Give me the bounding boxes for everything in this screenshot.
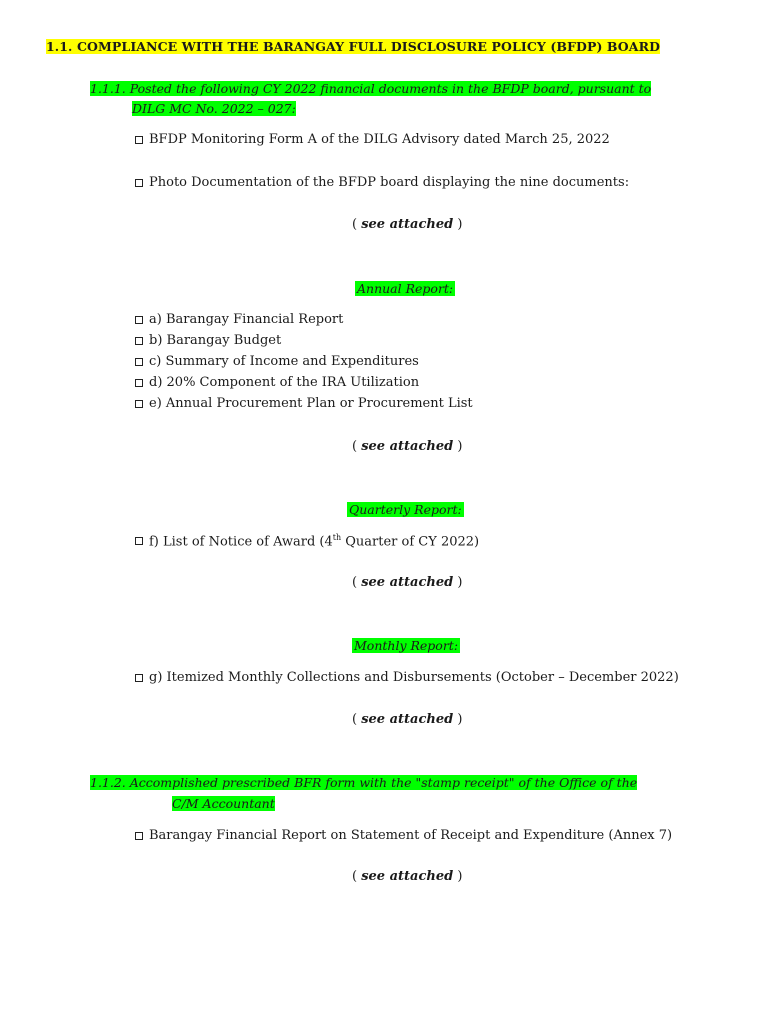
list-item-annual-b: b) Barangay Budget [135, 333, 281, 348]
checkbox-bullet-icon [135, 832, 143, 840]
see-attached-note: ( see attached ) [352, 439, 463, 454]
monthly-report-label: Monthly Report: [354, 638, 459, 653]
list-item-annual-a: a) Barangay Financial Report [135, 312, 343, 327]
annual-report-label: Annual Report: [357, 281, 454, 296]
see-attached-note: ( see attached ) [352, 575, 463, 590]
checkbox-bullet-icon [135, 179, 143, 187]
list-item-monthly-g: g) Itemized Monthly Collections and Disbursements (October – December 2022) [135, 670, 679, 685]
see-attached-note: ( see attached ) [352, 217, 463, 232]
list-item-annual-d: d) 20% Component of the IRA Utilization [135, 375, 419, 390]
checkbox-bullet-icon [135, 379, 143, 387]
checkbox-bullet-icon [135, 674, 143, 682]
subsection-1-1-1-line2: DILG MC No. 2022 – 027: [132, 101, 296, 116]
see-attached-note: ( see attached ) [352, 712, 463, 727]
subsection-1-1-2-line2: C/M Accountant [172, 796, 275, 811]
list-item-monitoring-form: BFDP Monitoring Form A of the DILG Advisory dated March 25, 2022 [135, 132, 610, 147]
checkbox-bullet-icon [135, 337, 143, 345]
list-item-bfr-statement: Barangay Financial Report on Statement of Receipt and Expenditure (Annex 7) [135, 828, 672, 843]
list-item-annual-c: c) Summary of Income and Expenditures [135, 354, 419, 369]
checkbox-bullet-icon [135, 358, 143, 366]
subsection-1-1-1-line1: 1.1.1. Posted the following CY 2022 financial documents in the BFDP board, pursuant to [90, 81, 652, 96]
checkbox-bullet-icon [135, 537, 143, 545]
subsection-1-1-2-line1: 1.1.2. Accomplished prescribed BFR form with the "stamp receipt" of the Office of the [90, 775, 638, 790]
list-item-quarterly-f: f) List of Notice of Award (4th Quarter of CY 2022) [135, 533, 479, 549]
list-item-annual-e: e) Annual Procurement Plan or Procurement List [135, 396, 473, 411]
see-attached-note: ( see attached ) [352, 869, 463, 884]
checkbox-bullet-icon [135, 136, 143, 144]
section-heading: 1.1. COMPLIANCE WITH THE BARANGAY FULL DISCLOSURE POLICY (BFDP) BOARD [46, 39, 661, 54]
checkbox-bullet-icon [135, 400, 143, 408]
quarterly-report-label: Quarterly Report: [349, 502, 462, 517]
list-item-photo-documentation: Photo Documentation of the BFDP board displaying the nine documents: [135, 175, 629, 190]
checkbox-bullet-icon [135, 316, 143, 324]
